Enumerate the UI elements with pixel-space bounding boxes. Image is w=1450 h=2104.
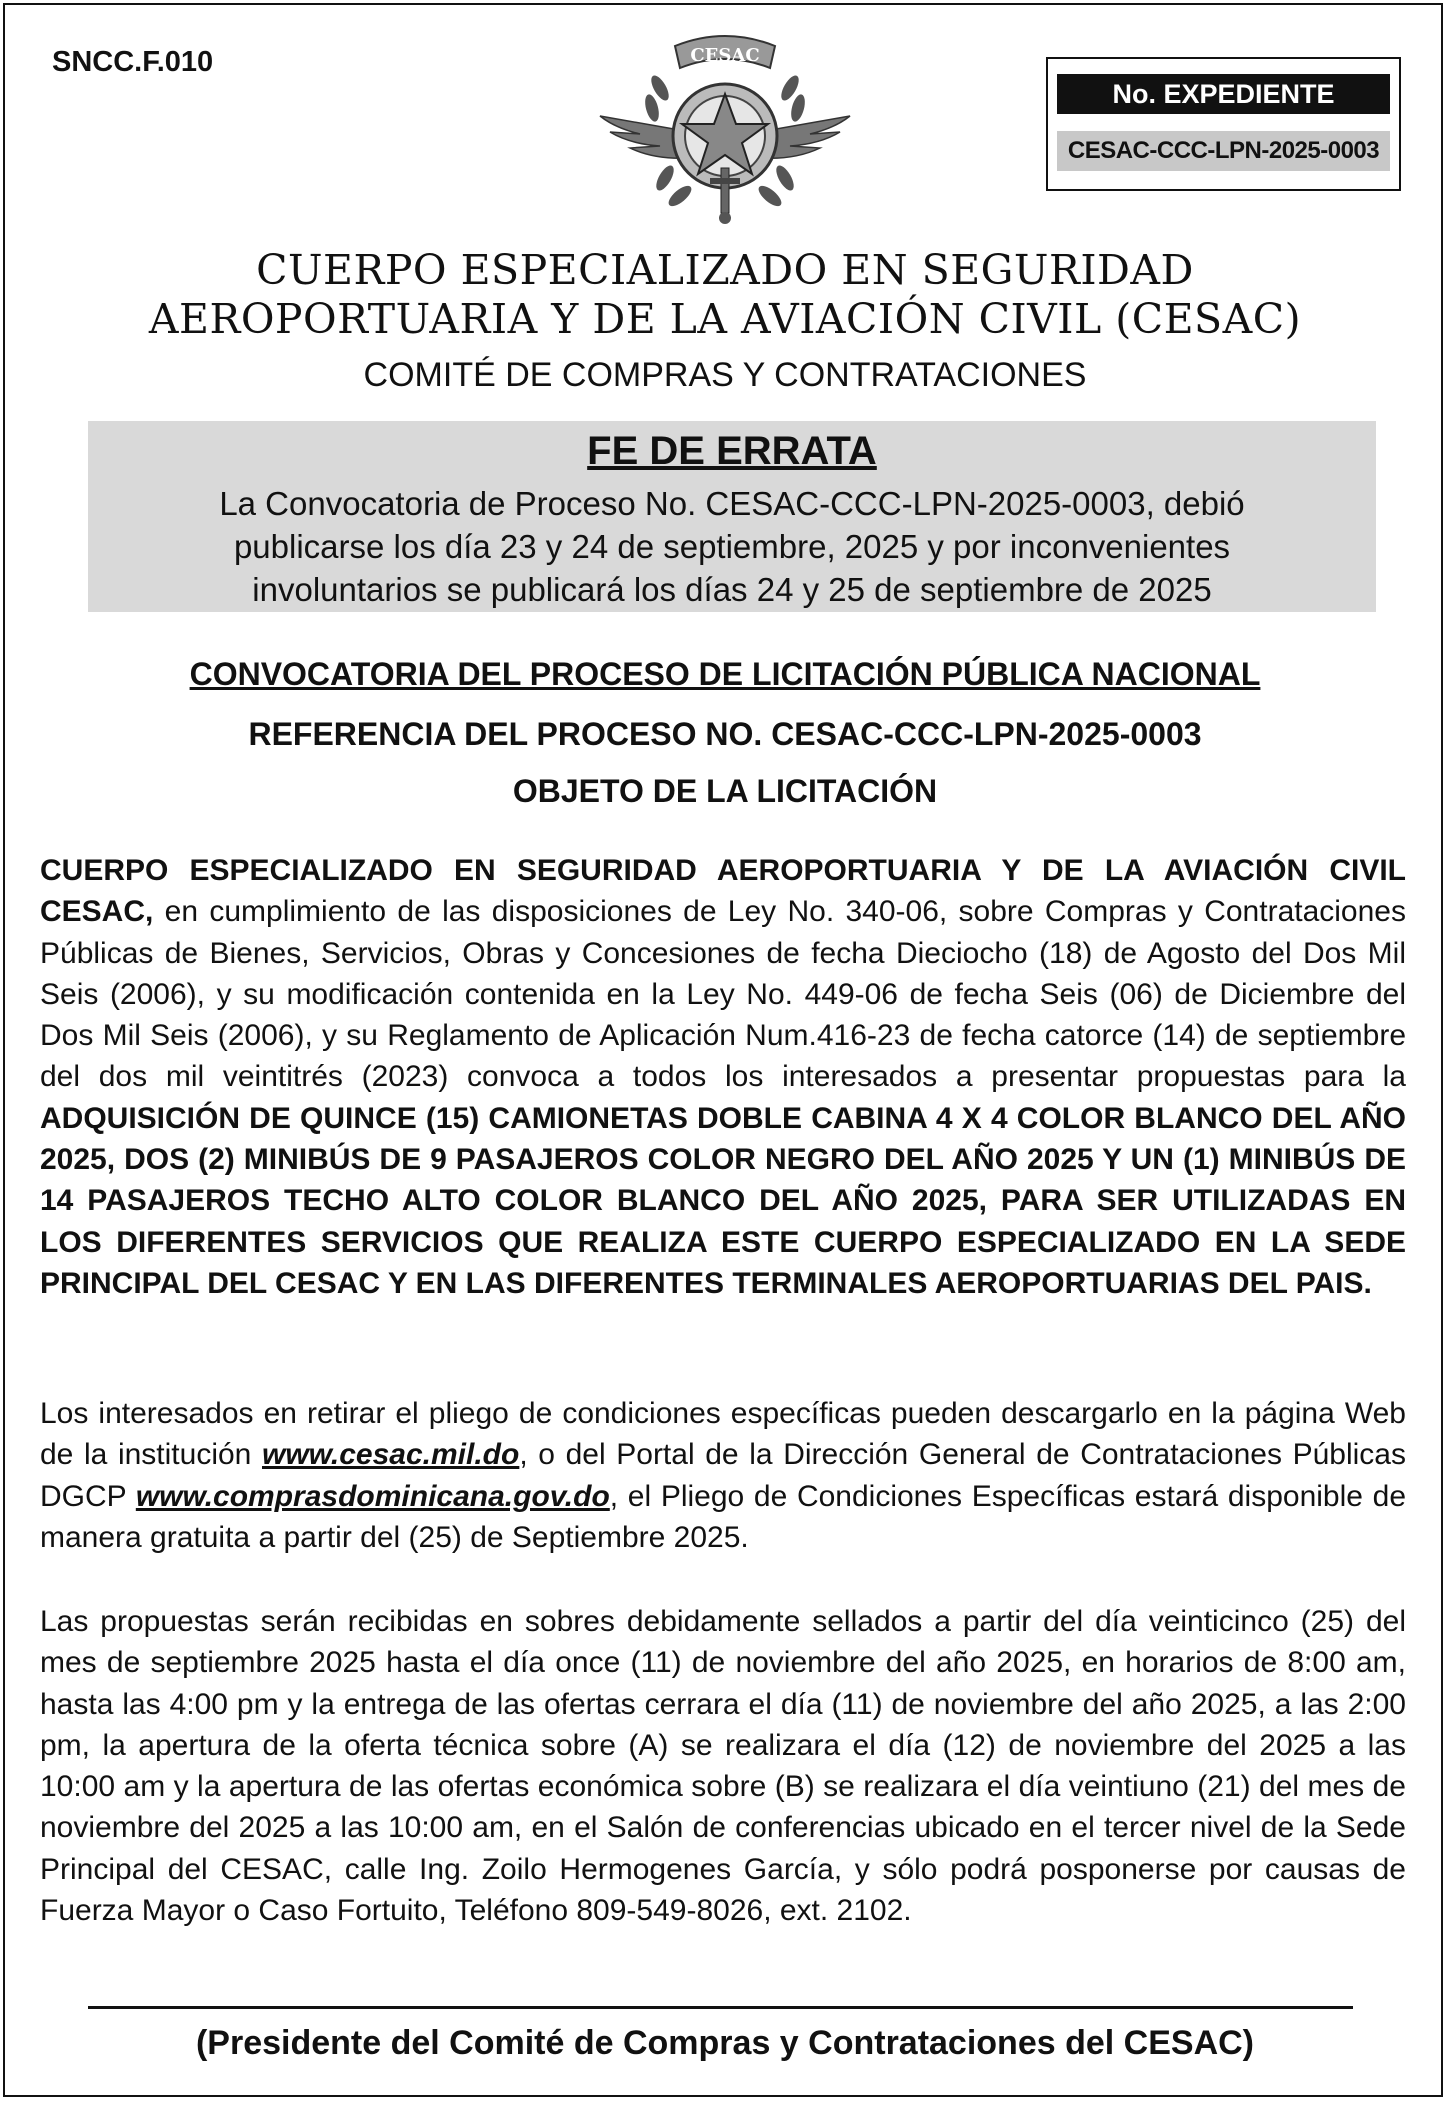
heading-objeto: OBJETO DE LA LICITACIÓN (512, 773, 938, 809)
heading-convocatoria: CONVOCATORIA DEL PROCESO DE LICITACIÓN PÚBLICA NACIONAL (189, 656, 1261, 692)
paragraph-propuestas: Las propuestas serán recibidas en sobres debidamente sellados a partir del día veinticinco (25) del mes de septiembre 2025 hasta el día once (11) de noviembre del año 2025, en horarios de 8:00 am, hasta las 4:00 pm y la entrega de las ofertas cerrara el día (11) de noviembre del año 2025, a las 2:00 pm, la apertura de la oferta técnica sobre (A) se realizara el día (12) de noviembre del 2025 a las 10:00 am y la apertura de las ofertas económica sobre (B) se realizara el día veintiuno (21) del mes de noviembre del 2025 a las 10:00 am, en el Salón de conferencias ubicado en el tercer nivel de la Sede Principal del CESAC, calle Ing. Zoilo Hermogenes García, y sólo podrá posponerse por causas de Fuerza Mayor o Caso Fortuito, Teléfono 809-549-8026, ext. 2102. (40, 1605, 1406, 1928)
paragraph-legal-text: en cumplimiento de las disposiciones de Ley No. 340-06, sobre Compras y Contrataciones Públicas de Bienes, Servicios, Obras y Concesiones de fecha Dieciocho (18) de Agosto del Dos Mil Seis (2006), y su modificación contenida en la Ley No. 449-06 de fecha Seis (06) de Diciembre del Dos Mil Seis (2006), y su Reglamento de Aplicación Num.416-23 de fecha catorce (14) de septiembre del dos mil veintitrés (2023) convoca a todos los interesados a presentar propuestas para la (40, 895, 1406, 1094)
committee-title: COMITÉ DE COMPRAS Y CONTRATACIONES (363, 356, 1087, 394)
paragraph-org-name: CUERPO ESPECIALIZADO EN SEGURIDAD AEROPORTUARIA Y DE LA AVIACIÓN CIVIL CESAC, (40, 854, 1406, 929)
cesac-website-link[interactable]: www.cesac.mil.do (262, 1438, 520, 1472)
errata-line2: publicarse los día 23 y 24 de septiembre, 2025 y por inconvenientes (233, 528, 1231, 565)
errata-line3: involuntarios se publicará los días 24 y 25 de septiembre de 2025 (252, 571, 1212, 608)
expediente-box (1046, 57, 1401, 191)
pliego-text-2: , o del Portal de la Dirección General de Contrataciones Públicas DGCP (40, 1438, 1406, 1513)
logo-text: CESAC (690, 45, 760, 66)
paragraph-acquisition: ADQUISICIÓN DE QUINCE (15) CAMIONETAS DOBLE CABINA 4 X 4 COLOR BLANCO DEL AÑO 2025, DOS (2) MINIBÚS DE 9 PASAJEROS COLOR NEGRO DEL AÑO 2025 Y UN (1) MINIBÚS DE 14 PASAJEROS TECHO ALTO COLOR BLANCO DEL AÑO 2025, PARA SER UTILIZADAS EN LOS DIFERENTES SERVICIOS QUE REALIZA ESTE CUERPO ESPECIALIZADO EN LA SEDE PRINCIPAL DEL CESAC Y EN LAS DIFERENTES TERMINALES AEROPORTUARIAS DEL PAIS. (40, 1101, 1406, 1300)
compras-portal-link[interactable]: www.comprasdominicana.gov.do (135, 1479, 610, 1513)
expediente-label: No. EXPEDIENTE (1057, 74, 1390, 114)
heading-referencia: REFERENCIA DEL PROCESO NO. CESAC-CCC-LPN-2025-0003 (248, 716, 1202, 752)
paragraph-convocatoria (40, 850, 1406, 1304)
org-title-line1: CUERPO ESPECIALIZADO EN SEGURIDAD (256, 246, 1194, 294)
pliego-text-1: Los interesados en retirar el pliego de condiciones específicas pueden descargarlo en la página Web de la institución (40, 1397, 1406, 1472)
cesac-emblem-icon (590, 28, 860, 228)
org-title-line2: AEROPORTUARIA Y DE LA AVIACIÓN CIVIL (CESAC) (148, 295, 1302, 343)
signature-title: (Presidente del Comité de Compras y Contrataciones del CESAC) (195, 2024, 1255, 2062)
expediente-value: CESAC-CCC-LPN-2025-0003 (1057, 131, 1390, 171)
errata-box (88, 421, 1376, 612)
errata-line1: La Convocatoria de Proceso No. CESAC-CCC-LPN-2025-0003, debió (219, 485, 1245, 522)
paragraph-pliego (40, 1393, 1406, 1558)
errata-title: FE DE ERRATA (587, 429, 877, 473)
form-code: SNCC.F.010 (52, 46, 214, 78)
pliego-text-3: , el Pliego de Condiciones Específicas estará disponible de manera gratuita a partir del (25) de Septiembre 2025. (40, 1479, 1406, 1554)
signature-line (88, 2006, 1353, 2009)
